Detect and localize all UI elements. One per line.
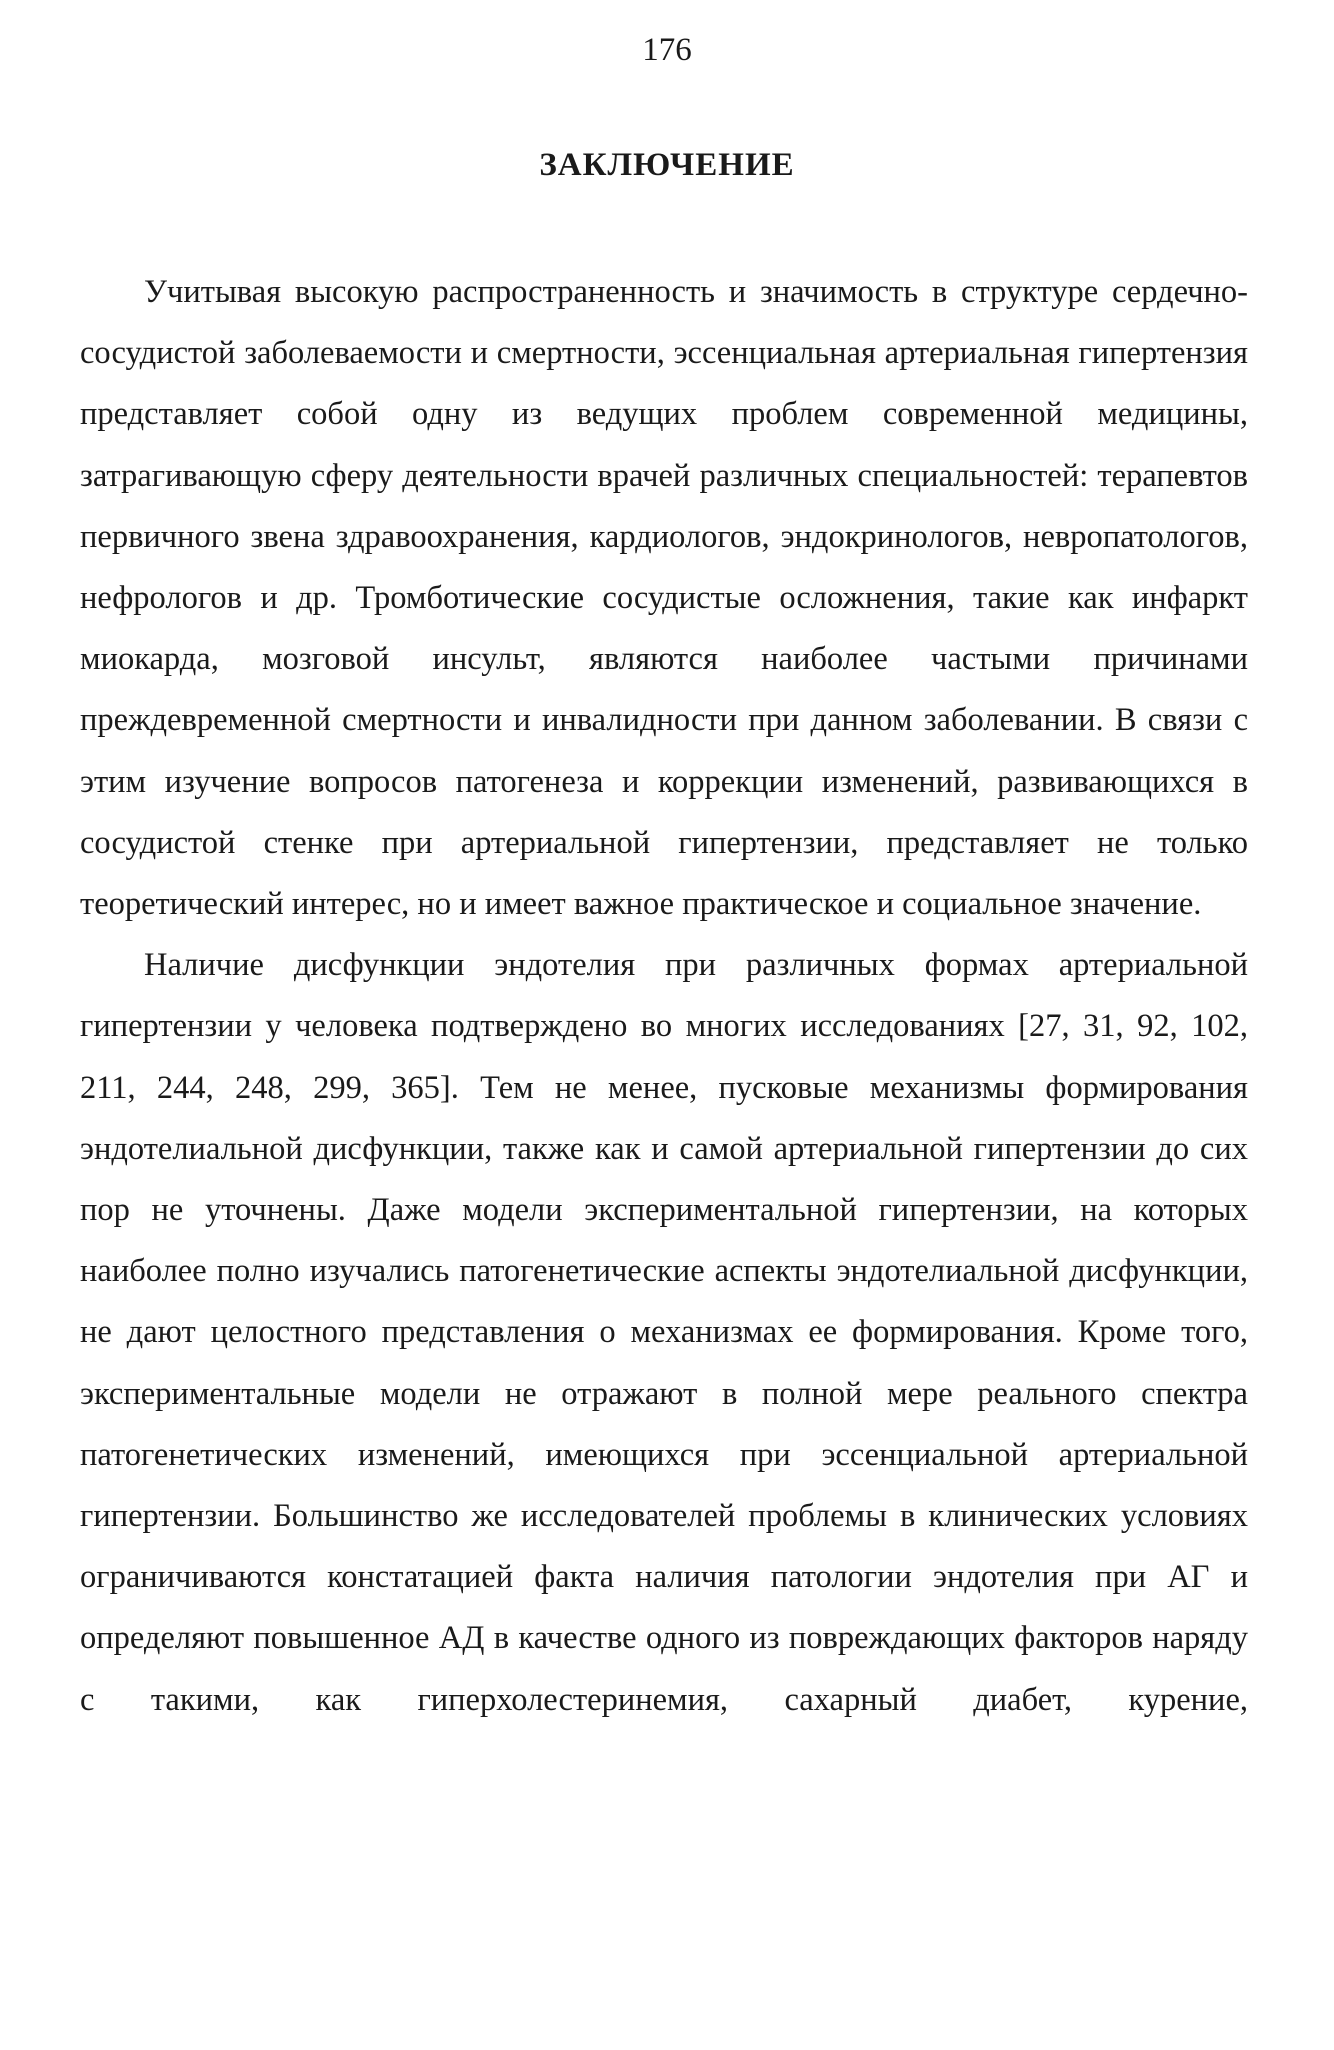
paragraph-1: Учитывая высокую распространенность и значимость в структуре сердечно-сосудистой заболеваемости и смертности, эссенциальная артериальная гипертензия представляет собой одну из ведущих проблем современной медицины, затрагивающую сферу деятельности врачей различных специальностей: терапевтов первичного звена здравоохранения, кардиологов, эндокринологов, невропатологов, нефрологов и др. Тромботические сосудистые осложнения, такие как инфаркт миокарда, мозговой инсульт, являются наиболее частыми причинами преждевременной смертности и инвалидности при данном заболевании. В связи с этим изучение вопросов патогенеза и коррекции изменений, развивающихся в сосудистой стенке при артериальной гипертензии, представляет не только теоретический интерес, но и имеет важное практическое и социальное значение. xyxy=(80,274,1248,923)
page-number: 176 xyxy=(642,32,692,68)
body-text xyxy=(80,262,1248,1731)
paragraph-2: Наличие дисфункции эндотелия при различных формах артериальной гипертензии у человека подтверждено во многих исследованиях [27, 31, 92, 102, 211, 244, 248, 299, 365]. Тем не менее, пусковые механизмы формирования эндотелиальной дисфункции, также как и самой артериальной гипертензии до сих пор не уточнены. Даже модели экспериментальной гипертензии, на которых наиболее полно изучались патогенетические аспекты эндотелиальной дисфункции, не дают целостного представления о механизмах ее формирования. Кроме того, экспериментальные модели не отражают в полной мере реального спектра патогенетических изменений, имеющихся при эссенциальной артериальной гипертензии. Большинство же исследователей проблемы в клинических условиях ограничиваются констатацией факта наличия патологии эндотелия при АГ и определяют повышенное АД в качестве одного из повреждающих факторов наряду с такими, как гиперхолестеринемия, сахарный диабет, курение, xyxy=(80,947,1248,1718)
section-heading: ЗАКЛЮЧЕНИЕ xyxy=(539,147,795,183)
